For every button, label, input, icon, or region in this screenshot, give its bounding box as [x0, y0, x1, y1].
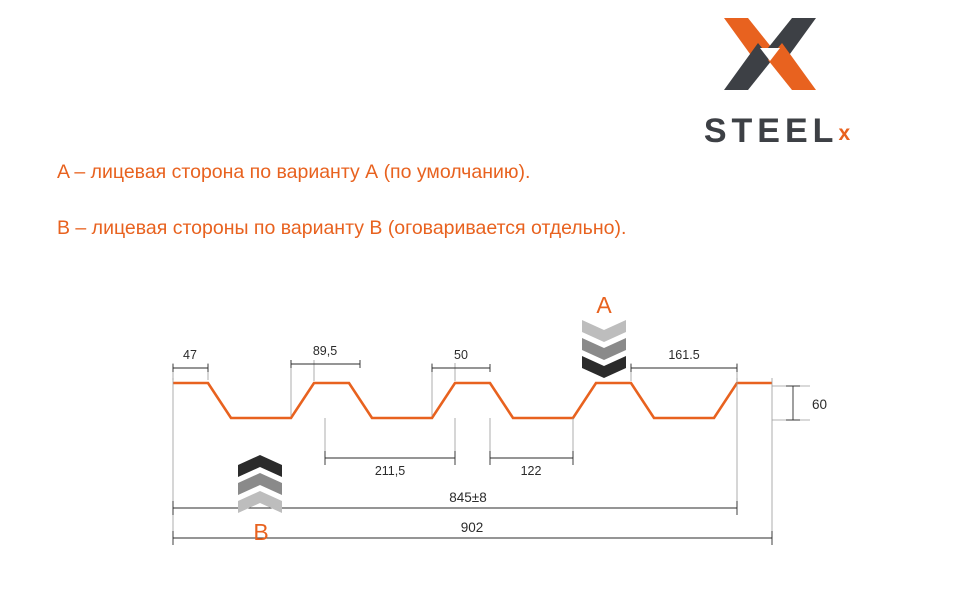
logo-superscript-x: x — [838, 122, 851, 145]
marker-b-letter: B — [253, 519, 269, 545]
legend-line-a: A – лицевая сторона по варианту А (по умолчанию). — [57, 161, 531, 183]
dimension-label: 211,5 — [374, 464, 406, 478]
dimension-label: 50 — [454, 348, 468, 362]
marker-a-letter: A — [596, 292, 612, 318]
dimension-mid-211-5 — [325, 451, 455, 478]
dimension-top-50 — [432, 348, 490, 372]
dimension-top-89-5 — [291, 344, 360, 368]
logo-wordmark-text: STEEL — [703, 112, 839, 150]
logo-wordmark — [672, 112, 882, 151]
dimension-label: 47 — [183, 348, 197, 362]
dimension-top-161-5 — [631, 348, 737, 372]
dimension-label: 122 — [520, 464, 542, 478]
dimension-top-47 — [173, 348, 208, 372]
dimension-label: 60 — [812, 397, 828, 412]
chevron-down-marker-icon — [582, 320, 626, 378]
profile-cross-section — [173, 383, 772, 418]
dimension-mid-122 — [490, 451, 573, 478]
dimension-height-60 — [786, 386, 827, 420]
chevron-up-marker-icon — [238, 455, 282, 513]
dimension-label: 161.5 — [668, 348, 700, 362]
marker-a — [582, 292, 626, 378]
dimension-label: 89,5 — [312, 344, 338, 358]
brand-logo — [672, 18, 882, 148]
dimension-label: 902 — [460, 520, 484, 535]
steelx-x-logo-icon — [724, 18, 816, 90]
profile-drawing — [0, 268, 970, 568]
legend-line-b: B – лицевая стороны по варианту B (оговаривается отдельно). — [57, 217, 627, 239]
marker-b — [238, 455, 282, 545]
dimension-label: 845±8 — [449, 490, 487, 505]
